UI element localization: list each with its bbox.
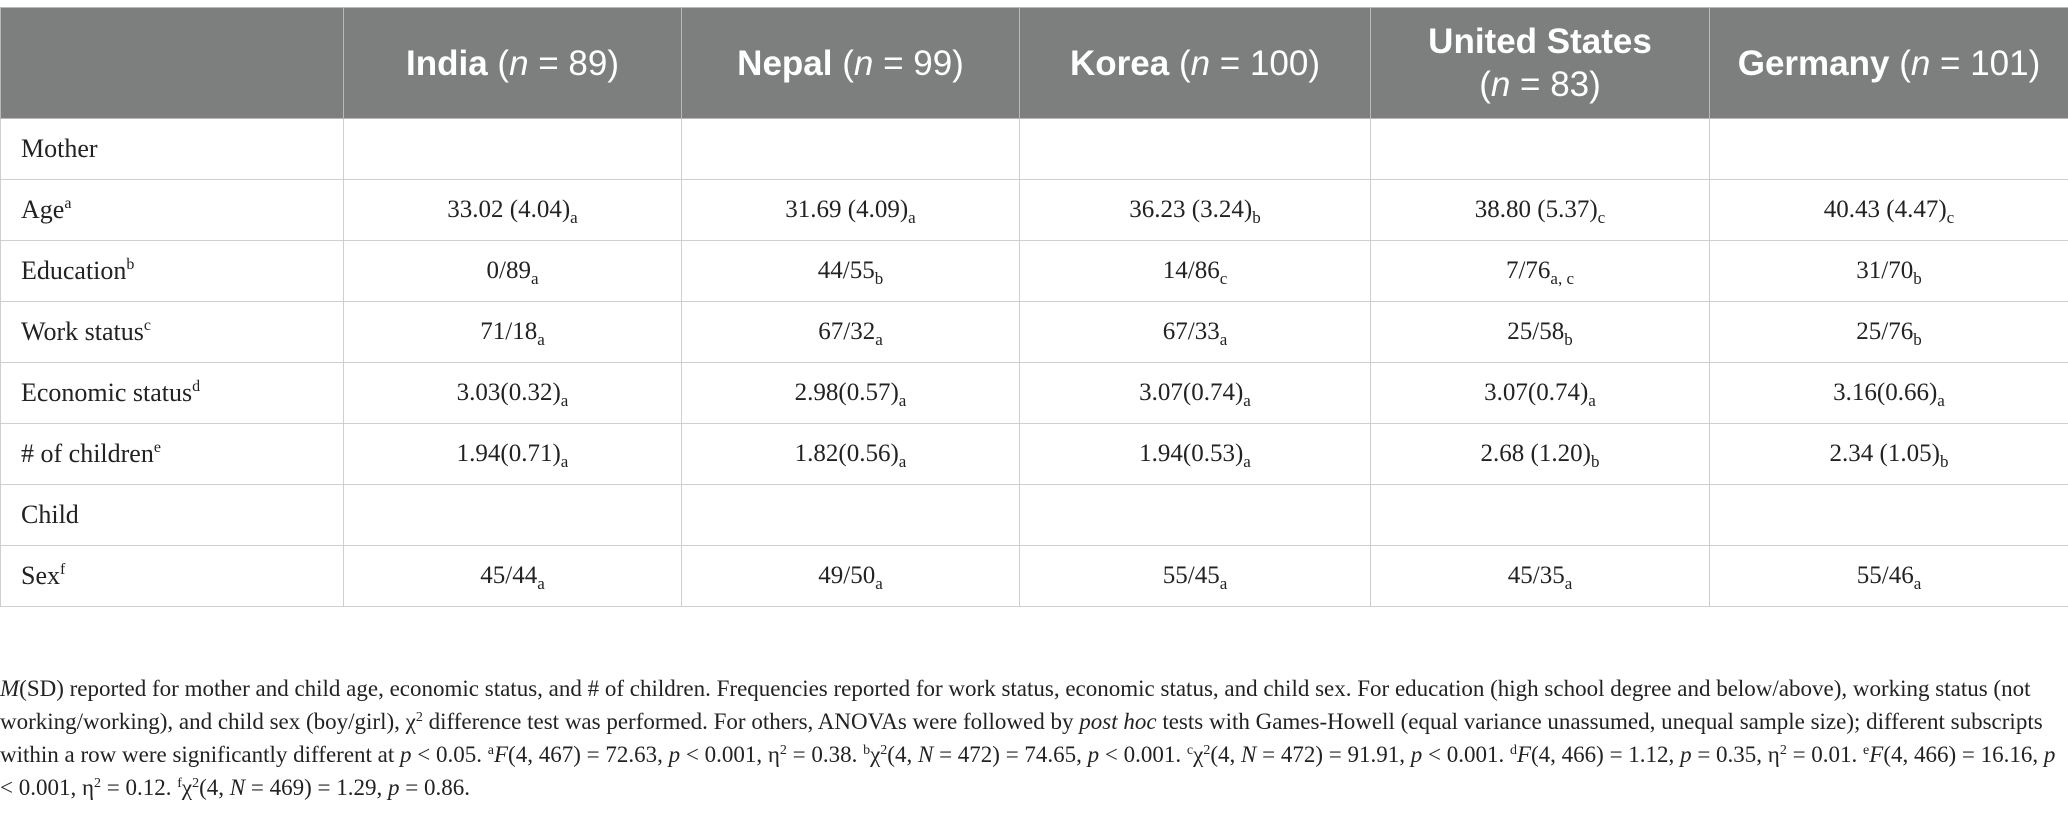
note-italic: p: [668, 742, 681, 767]
cell-value: 25/76: [1856, 318, 1914, 345]
note-text: < 0.001.: [1099, 742, 1187, 767]
table-cell: [1710, 363, 2068, 424]
header-nepal: Nepal (n = 99): [682, 8, 1020, 119]
subscript: c: [1946, 208, 1955, 227]
note-sup: 2: [779, 743, 787, 758]
cell-value: 67/32: [818, 318, 876, 345]
subscript: a: [570, 208, 578, 227]
cell-value: 25/58: [1507, 318, 1565, 345]
subscript: a: [560, 391, 569, 410]
note-text: < 0.001.: [1422, 742, 1510, 767]
subscript: a: [560, 452, 569, 471]
table-cell: [1710, 180, 2068, 241]
cell-value: 31/70: [1856, 257, 1914, 284]
row-label-text: Age: [21, 195, 65, 224]
n-label: n: [1190, 43, 1211, 83]
subscript: b: [1564, 330, 1573, 349]
cell-value: 44/55: [817, 257, 875, 284]
cell-value: 1.94(0.53): [1139, 440, 1244, 467]
n-value: = 83): [1510, 65, 1601, 104]
subscript: b: [1252, 208, 1261, 227]
note-marker-e: e: [1863, 743, 1870, 758]
data-row-economic-status: [1, 363, 2068, 424]
note-sup: 2: [415, 710, 423, 725]
country-name: Germany: [1737, 43, 1890, 83]
subscript: a: [898, 452, 907, 471]
row-label: [1, 180, 344, 241]
cell-value: 38.80 (5.37): [1474, 196, 1598, 223]
row-label-text: Education: [21, 256, 127, 285]
cell-value: 3.16(0.66): [1833, 379, 1938, 406]
note-italic: F: [1516, 742, 1532, 767]
n-label: n: [1490, 65, 1511, 104]
header-row: [1, 8, 2068, 119]
table-cell: [344, 241, 682, 302]
empty-cell: [344, 485, 682, 546]
cell-value: 71/18: [480, 318, 538, 345]
table-cell: [682, 424, 1020, 485]
table-cell: [682, 302, 1020, 363]
table-cell: [1710, 302, 2068, 363]
cell-value: 3.03(0.32): [456, 379, 561, 406]
cell-value: 55/46: [1856, 562, 1914, 589]
note-text: = 0.01.: [1786, 742, 1864, 767]
table-cell: [344, 180, 682, 241]
header-corner-cell: [1, 8, 344, 119]
note-text: χ: [1193, 742, 1204, 767]
table-cell: [1371, 363, 1710, 424]
row-label: Child: [1, 485, 344, 546]
note-italic: p: [1680, 742, 1692, 767]
empty-cell: [1020, 485, 1371, 546]
cell-value: 1.82(0.56): [794, 440, 899, 467]
row-label-text: Sex: [21, 561, 60, 590]
note-italic: p: [388, 775, 400, 800]
cell-value: 2.68 (1.20): [1480, 440, 1591, 467]
note-marker-a: a: [487, 743, 494, 758]
note-marker-b: b: [863, 743, 871, 758]
row-label: [1, 302, 344, 363]
note-italic: N: [1241, 742, 1257, 767]
subscript: a: [1564, 574, 1573, 593]
n-value: = 100): [1210, 43, 1321, 83]
note-text: tests with Games-Howell (equal variance unassumed, unequal sample size); different subscripts within a row were significantly different at: [0, 709, 2043, 767]
header-korea: Korea (n = 100): [1020, 8, 1371, 119]
note-text: (4, 467) = 72.63,: [508, 742, 669, 767]
note-sup: 2: [94, 776, 101, 791]
note-italic: p: [2043, 742, 2056, 767]
note-italic: p: [1410, 742, 1423, 767]
table-cell: [344, 546, 682, 607]
note-italic: p: [400, 742, 412, 767]
cell-value: 14/86: [1162, 257, 1220, 284]
note-text: = 469) = 1.29,: [245, 775, 388, 800]
table-cell: [682, 180, 1020, 241]
header-united-states: United States (n = 83): [1371, 8, 1710, 119]
subscript: b: [1939, 452, 1949, 471]
row-label: [1, 241, 344, 302]
note-text: (SD) reported for mother and child age, economic status, and # of children. Frequencies reported for work status, economic status, and child sex. For education (high school degree and below/above), working status (not working/working), and child sex (boy/girl), χ: [0, 676, 2031, 734]
data-row-work-status: [1, 302, 2068, 363]
subscript: b: [1590, 452, 1600, 471]
table-cell: [1710, 241, 2068, 302]
subscript: a: [537, 574, 545, 593]
country-name: United States: [1428, 22, 1652, 61]
subscript: a: [1219, 574, 1228, 593]
note-text: (4, 466) = 1.12,: [1531, 742, 1681, 767]
note-italic: p: [1087, 742, 1100, 767]
table-cell: [1371, 241, 1710, 302]
footnote-marker: b: [126, 256, 135, 273]
subscript: c: [1597, 208, 1606, 227]
cell-value: 67/33: [1162, 318, 1220, 345]
subscript: a: [1937, 391, 1945, 410]
subscript: a: [1219, 330, 1228, 349]
subscript: a: [898, 391, 907, 410]
subscript: a: [1913, 574, 1922, 593]
subscript: b: [1913, 330, 1922, 349]
note-text: < 0.001, η: [680, 742, 780, 767]
cell-value: 3.07(0.74): [1484, 379, 1589, 406]
country-name: India: [405, 43, 488, 83]
note-sup: 2: [880, 743, 888, 758]
row-label: Mother: [1, 119, 344, 180]
subscript: a: [1588, 391, 1596, 410]
cell-value: 7/76: [1505, 257, 1551, 284]
note-text: χ: [181, 775, 193, 800]
note-text: (4,: [1210, 742, 1242, 767]
note-marker-f: f: [177, 776, 182, 791]
table-cell: [1710, 424, 2068, 485]
row-label-text: Work status: [21, 317, 144, 346]
cell-value: 3.07(0.74): [1139, 379, 1244, 406]
note-italic: F: [1869, 742, 1884, 767]
note-italic: N: [229, 775, 246, 800]
table-cell: [344, 424, 682, 485]
empty-cell: [344, 119, 682, 180]
footnote-marker: f: [60, 561, 66, 578]
n-label: n: [853, 43, 874, 83]
note-m: M: [0, 676, 20, 701]
cell-value: 2.98(0.57): [794, 379, 899, 406]
table-cell: [1020, 302, 1371, 363]
subscript: a: [530, 269, 539, 288]
cell-value: 45/44: [480, 562, 538, 589]
note-italic: F: [493, 742, 509, 767]
empty-cell: [1020, 119, 1371, 180]
note-marker-c: c: [1186, 743, 1194, 758]
table-cell: [1371, 424, 1710, 485]
note-text: (4,: [887, 742, 918, 767]
footnote-marker: e: [153, 439, 161, 456]
n-label: n: [1910, 43, 1931, 83]
cell-value: 1.94(0.71): [456, 440, 561, 467]
n-value: = 101): [1930, 43, 2041, 83]
table-cell: [344, 363, 682, 424]
n-value: = 99): [873, 43, 964, 83]
empty-cell: [1710, 485, 2068, 546]
data-row-number-of-children: [1, 424, 2068, 485]
footnote-marker: c: [143, 317, 151, 334]
data-row-sex: [1, 546, 2068, 607]
data-row-education: [1, 241, 2068, 302]
table-cell: [1371, 546, 1710, 607]
subscript: c: [1219, 269, 1228, 288]
country-name: Korea: [1069, 43, 1170, 83]
note-text: (4,: [199, 775, 230, 800]
table-cell: [1710, 546, 2068, 607]
section-row-child: [1, 485, 2068, 546]
cell-value: 2.34 (1.05): [1829, 440, 1940, 467]
note-text: = 472) = 74.65,: [933, 742, 1088, 767]
empty-cell: [682, 119, 1020, 180]
demographics-table: [0, 7, 2068, 607]
cell-value: 0/89: [486, 257, 531, 284]
note-italic: N: [917, 742, 934, 767]
n-label: n: [509, 43, 529, 83]
table-cell: [1020, 241, 1371, 302]
cell-value: 55/45: [1162, 562, 1220, 589]
row-label: [1, 546, 344, 607]
subscript: a, c: [1550, 269, 1575, 288]
row-label-text: # of children: [21, 439, 154, 468]
data-row-age: [1, 180, 2068, 241]
note-text: difference test was performed. For others, ANOVAs were followed by: [422, 709, 1080, 734]
country-name: Nepal: [737, 43, 833, 83]
empty-cell: [1371, 119, 1710, 180]
note-text: = 0.86.: [399, 775, 470, 800]
row-label: [1, 363, 344, 424]
table-cell: [682, 546, 1020, 607]
row-label: [1, 424, 344, 485]
subscript: b: [874, 269, 884, 288]
subscript: a: [875, 574, 883, 593]
header-germany: Germany (n = 101): [1710, 8, 2068, 119]
note-text: < 0.05.: [411, 742, 488, 767]
subscript: a: [537, 330, 545, 349]
footnote-marker: d: [192, 378, 201, 395]
note-sup: 2: [1779, 743, 1787, 758]
note-sup: 2: [192, 776, 200, 791]
cell-value: 49/50: [818, 562, 876, 589]
cell-value: 33.02 (4.04): [447, 196, 571, 223]
note-sup: 2: [1203, 743, 1211, 758]
n-value: = 89): [528, 43, 620, 83]
note-text: < 0.001, η: [0, 775, 94, 800]
note-text: = 0.12.: [101, 775, 178, 800]
cell-value: 31.69 (4.09): [785, 196, 909, 223]
table-cell: [1371, 180, 1710, 241]
row-label-text: Economic status: [21, 378, 193, 407]
subscript: a: [1243, 391, 1251, 410]
empty-cell: [1371, 485, 1710, 546]
cell-value: 36.23 (3.24): [1129, 196, 1253, 223]
subscript: b: [1913, 269, 1922, 288]
table-cell: [1020, 424, 1371, 485]
cell-value: 40.43 (4.47): [1823, 196, 1947, 223]
table-cell: [1020, 363, 1371, 424]
subscript: a: [875, 330, 883, 349]
note-text: = 0.38.: [786, 742, 864, 767]
table-cell: [1020, 546, 1371, 607]
subscript: a: [1243, 452, 1251, 471]
table-cell: [1020, 180, 1371, 241]
table-footnote: [0, 672, 2068, 804]
note-text: (4, 466) = 16.16,: [1883, 742, 2044, 767]
note-text: = 472) = 91.91,: [1256, 742, 1411, 767]
empty-cell: [682, 485, 1020, 546]
header-india: India (n = 89): [344, 8, 682, 119]
empty-cell: [1710, 119, 2068, 180]
table-cell: [1371, 302, 1710, 363]
note-text: = 0.35, η: [1691, 742, 1780, 767]
table-cell: [344, 302, 682, 363]
table-cell: [682, 363, 1020, 424]
section-row-mother: [1, 119, 2068, 180]
subscript: a: [908, 208, 916, 227]
note-text: χ: [870, 742, 881, 767]
note-marker-d: d: [1509, 743, 1517, 758]
table-cell: [682, 241, 1020, 302]
note-italic: post hoc: [1079, 709, 1157, 734]
footnote-marker: a: [64, 195, 72, 212]
cell-value: 45/35: [1507, 562, 1565, 589]
